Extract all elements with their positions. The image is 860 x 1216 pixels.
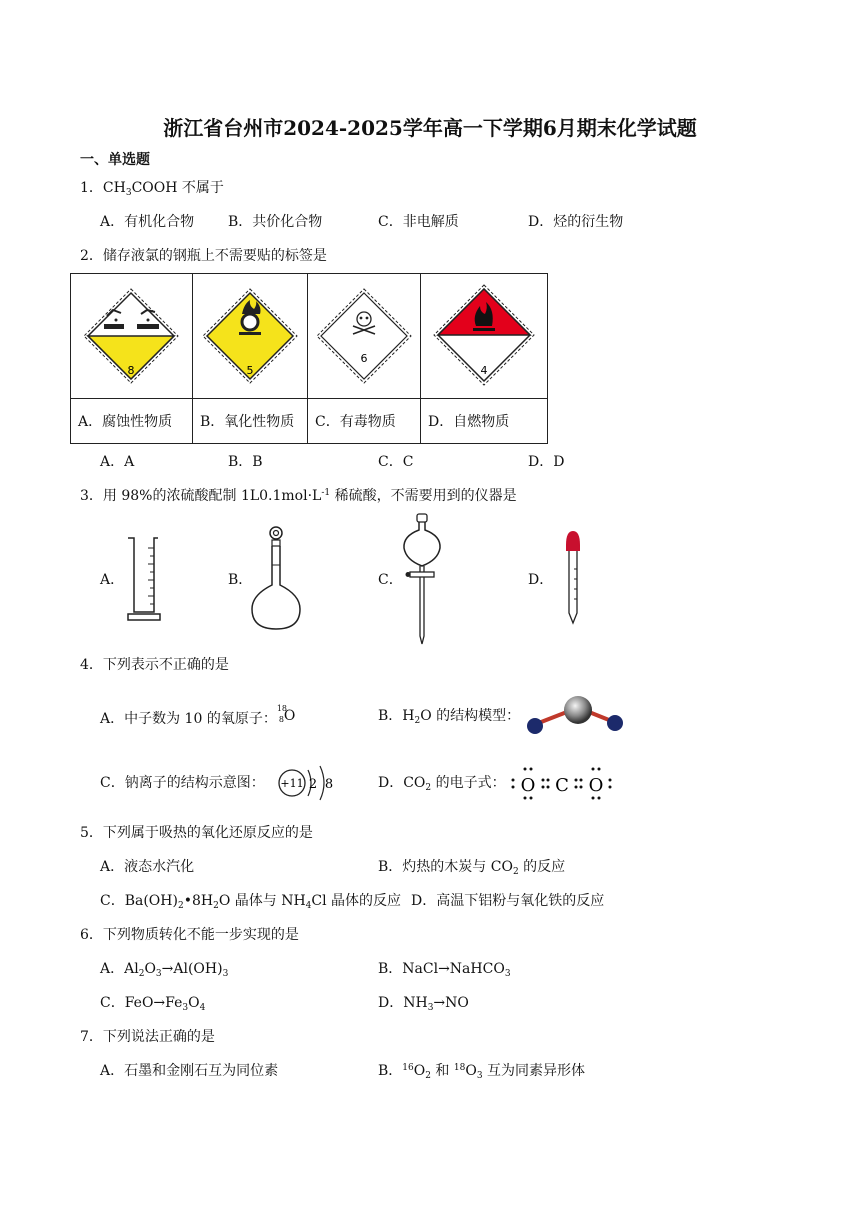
- q3-option-d-label: D．: [528, 572, 554, 588]
- q1-option-d: D．烃的衍生物: [528, 214, 624, 230]
- q7-option-a: A．石墨和金刚石互为同位素: [100, 1063, 279, 1079]
- graduated-cylinder-icon: [124, 536, 162, 622]
- q6-stem: 6．下列物质转化不能一步实现的是: [80, 927, 299, 943]
- q2-option-c: C．C: [378, 454, 414, 470]
- q2-option-a: A．A: [100, 454, 135, 470]
- q3-option-a-label: A．: [100, 572, 125, 588]
- caption-spontaneous: D．自燃物质: [421, 399, 548, 444]
- q2-option-b: B．B: [228, 454, 263, 470]
- co2-electron-formula-icon: [508, 764, 614, 802]
- q1-option-c: C．非电解质: [378, 214, 459, 230]
- q4-option-d: D．$CO_2$ 的电子式：: [378, 775, 506, 793]
- oxidizer-label-cell: [193, 274, 308, 399]
- spontaneous-combustion-label-cell: [421, 274, 548, 399]
- atom-o-right: O: [588, 775, 604, 796]
- q4-option-a: A．中子数为 10 的氧原子： 18 8 O: [100, 704, 296, 727]
- water-molecule-model-icon: [524, 690, 626, 740]
- q5-option-d: D．高温下铝粉与氧化铁的反应: [411, 893, 605, 909]
- q1-option-a: A．有机化合物: [100, 214, 195, 230]
- sodium-ion-diagram-icon: [272, 762, 342, 806]
- q2-stem: 2．储存液氯的钢瓶上不需要贴的标签是: [80, 248, 327, 264]
- q6-option-a: A．$Al_2O_3\to Al(OH)_3$: [100, 961, 229, 979]
- q1-number: 1．: [80, 180, 103, 196]
- oxygen-isotope-notation: 18 8 O: [276, 704, 296, 724]
- label-number-6: 6: [360, 352, 368, 365]
- q7-stem: 7．下列说法正确的是: [80, 1029, 215, 1045]
- atom-o-left: O: [520, 775, 536, 796]
- q5-option-a: A．液态水汽化: [100, 859, 195, 875]
- q4-option-c: C．钠离子的结构示意图：: [100, 775, 265, 791]
- label-number-4: 4: [480, 364, 488, 377]
- caption-oxidizer: B．氧化性物质: [193, 399, 308, 444]
- q3-option-c-label: C．: [378, 572, 403, 588]
- hazard-label-table: [70, 273, 548, 444]
- q7-option-b: B．$^{16}O_2$ 和 $^{18}O_3$ 互为同素异形体: [378, 1063, 585, 1081]
- q4-option-b: B．$H_2O$ 的结构模型：: [378, 708, 521, 726]
- dropper-pipette-icon: [562, 529, 584, 625]
- caption-toxic: C．有毒物质: [308, 399, 421, 444]
- page-title: 浙江省台州市2024-2025学年高一下学期6月期末化学试题: [163, 116, 697, 140]
- q1-option-b: B．共价化合物: [228, 214, 323, 230]
- spontaneous-combustion-hazard-icon: [421, 274, 547, 398]
- label-number-5: 5: [246, 364, 254, 377]
- toxic-label-cell: [308, 274, 421, 399]
- q5-option-b: B．灼热的木炭与 $CO_2$ 的反应: [378, 859, 566, 877]
- q5-option-c: C．$Ba(OH)_2•8H_2O$ 晶体与 $NH_4Cl$ 晶体的反应: [100, 893, 402, 911]
- section-heading: 一、单选题: [80, 152, 150, 168]
- shell-2-electrons: 8: [324, 777, 334, 792]
- q3-option-b-label: B．: [228, 572, 253, 588]
- separatory-funnel-icon: [400, 512, 444, 646]
- label-number-8: 8: [127, 364, 135, 377]
- q6-option-d: D．$NH_3\to NO$: [378, 995, 469, 1013]
- q5-stem: 5．下列属于吸热的氧化还原反应的是: [80, 825, 313, 841]
- shell-1-electrons: 2: [308, 777, 318, 792]
- q2-option-d: D．D: [528, 454, 565, 470]
- q3-stem: 3．用 98%的浓硫酸配制 $1L0.1mol\cdot L^{-1}$ 稀硫酸，不需要用到的仪器是: [80, 488, 517, 504]
- caption-corrosive: A．腐蚀性物质: [71, 399, 193, 444]
- q6-option-b: B．NaCl→NaHCO$_3$: [378, 961, 511, 979]
- q4-stem: 4．下列表示不正确的是: [80, 657, 229, 673]
- toxic-hazard-icon: [308, 274, 420, 398]
- q1-stem: 1．$CH_3COOH$ 不属于: [80, 180, 224, 198]
- atom-c: C: [555, 775, 569, 796]
- corrosive-label-cell: [71, 274, 193, 399]
- corrosive-hazard-icon: [71, 274, 192, 398]
- volumetric-flask-icon: [250, 525, 302, 633]
- nucleus-charge: +11: [280, 777, 304, 790]
- oxidizer-hazard-icon: [193, 274, 307, 398]
- q6-option-c: C．$FeO\to Fe_3O_4$: [100, 995, 206, 1013]
